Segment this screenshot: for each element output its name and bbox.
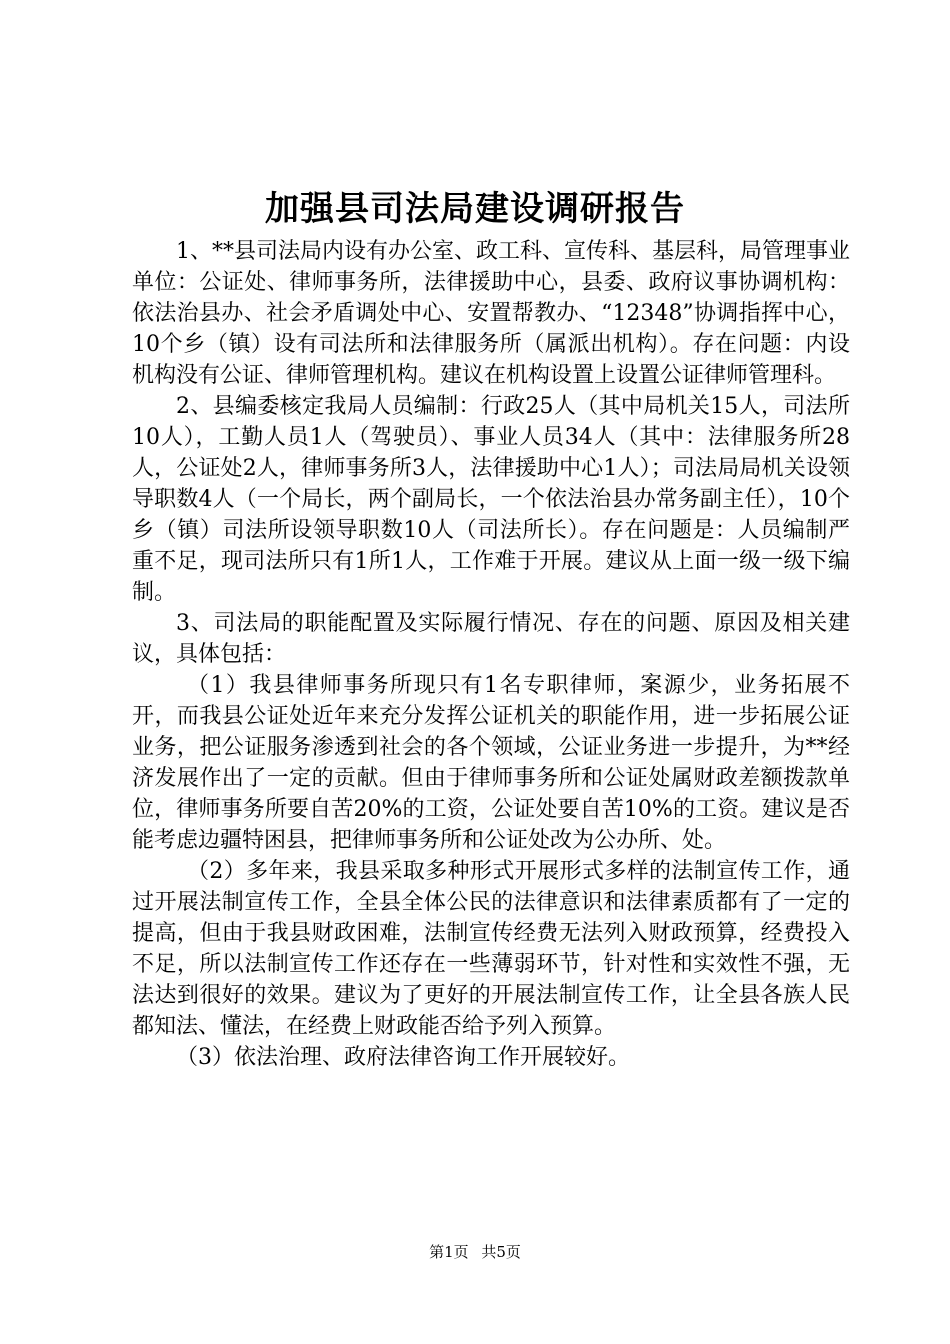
paragraph-1: 1、**县司法局内设有办公室、政工科、宣传科、基层科，局管理事业单位：公证处、律师事务所，法律援助中心，县委、政府议事协调机构：依法治县办、社会矛盾调处中心、安置帮教办、“12348”协调指挥中心，10个乡（镇）设有司法所和法律服务所（属派出机构）。存在问题：内设机构没有公证、律师管理机构。建议在机构设置上设置公证律师管理科。	[132, 239, 850, 388]
page-footer	[0, 1242, 950, 1262]
paragraph-3-item-1: （1）我县律师事务所现只有1名专职律师，案源少，业务拓展不开，而我县公证处近年来充分发挥公证机关的职能作用，进一步拓展公证业务，把公证服务渗透到社会的各个领域，公证业务进一步提升，为**经济发展作出了一定的贡献。但由于律师事务所和公证处属财政差额拨款单位，律师事务所要自苦20%的工资，公证处要自苦10%的工资。建议是否能考虑边疆特困县，把律师事务所和公证处改为公办所、处。	[132, 673, 850, 853]
document-title: 加强县司法局建设调研报告	[265, 189, 685, 229]
document-body	[132, 236, 850, 1073]
paragraph-3: 3、司法局的职能配置及实际履行情况、存在的问题、原因及相关建议，具体包括：	[132, 611, 850, 667]
paragraph-3-item-3: （3）依法治理、政府法律咨询工作开展较好。	[176, 1045, 630, 1070]
paragraph-2: 2、县编委核定我局人员编制：行政25人（其中局机关15人，司法所10人），工勤人员1人（驾驶员）、事业人员34人（其中：法律服务所28人，公证处2人，律师事务所3人，法律援助中心1人）；司法局局机关设领导职数4人（一个局长，两个副局长，一个依法治县办常务副主任），10个乡（镇）司法所设领导职数10人（司法所长）。存在问题是：人员编制严重不足，现司法所只有1所1人，工作难于开展。建议从上面一级一级下编制。	[132, 394, 850, 605]
page-total: 共5页	[481, 1243, 521, 1261]
paragraph-3-item-2: （2）多年来，我县采取多种形式开展形式多样的法制宣传工作，通过开展法制宣传工作，全县全体公民的法律意识和法律素质都有了一定的提高，但由于我县财政困难，法制宣传经费无法列入财政预算，经费投入不足，所以法制宣传工作还存在一些薄弱环节，针对性和实效性不强，无法达到很好的效果。建议为了更好的开展法制宣传工作，让全县各族人民都知法、懂法，在经费上财政能否给予列入预算。	[132, 859, 850, 1039]
page-number: 第1页	[429, 1243, 469, 1261]
